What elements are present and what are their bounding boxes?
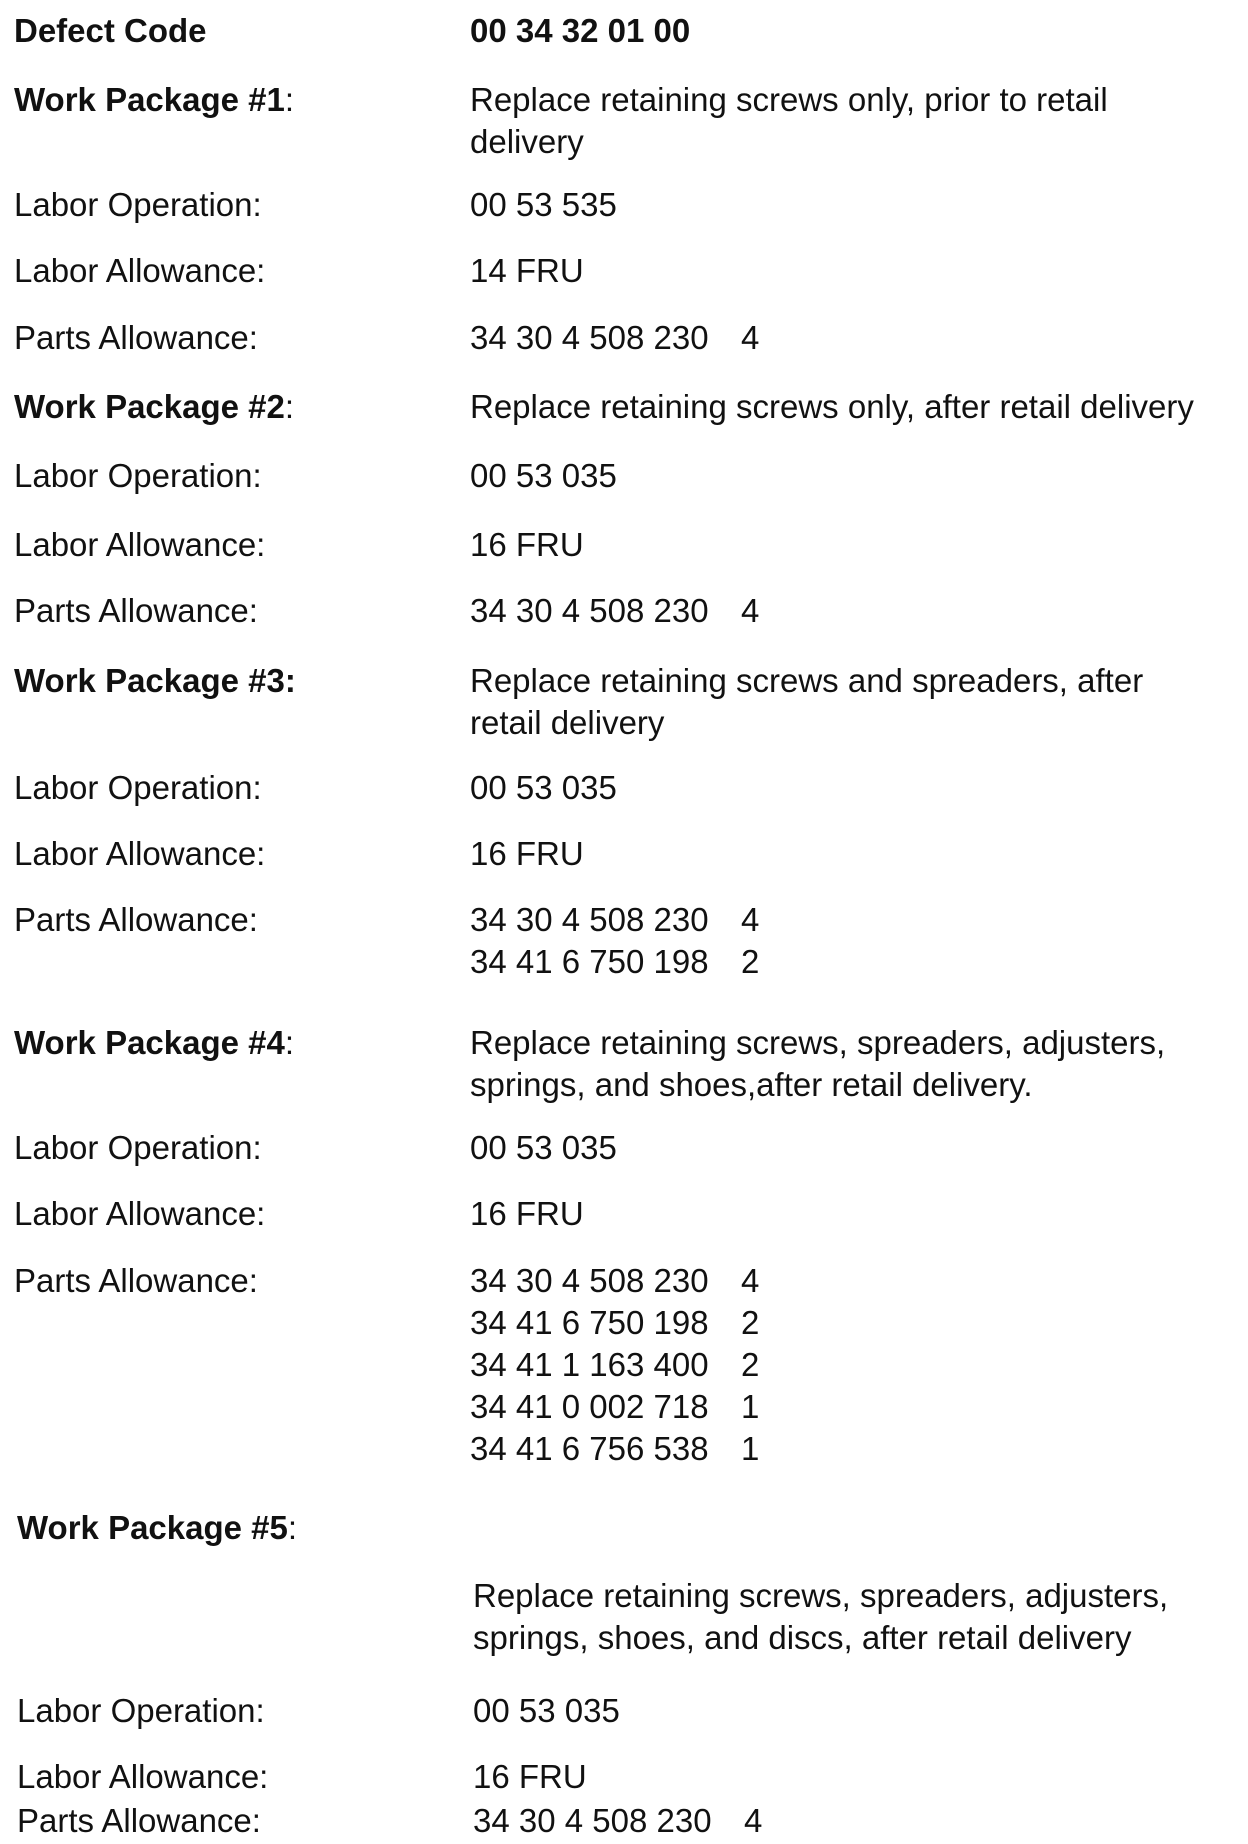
part-line bbox=[470, 317, 1240, 359]
part-number: 34 30 4 508 230 bbox=[470, 1262, 709, 1299]
part-quantity: 4 bbox=[741, 901, 760, 938]
parts-allowance-label: Parts Allowance: bbox=[14, 901, 258, 938]
part-number: 34 30 4 508 230 bbox=[470, 319, 709, 356]
part-quantity: 4 bbox=[744, 1802, 763, 1839]
parts-allowance-label: Parts Allowance: bbox=[14, 319, 258, 356]
parts-list bbox=[470, 590, 1240, 632]
part-line bbox=[470, 899, 1240, 941]
part-quantity: 2 bbox=[741, 1346, 760, 1383]
labor-operation-label: Labor Operation: bbox=[14, 186, 262, 223]
part-number: 34 41 6 750 198 bbox=[470, 1304, 709, 1341]
labor-allowance-label: Labor Allowance: bbox=[14, 526, 266, 563]
parts-list bbox=[473, 1800, 1243, 1842]
part-quantity: 1 bbox=[741, 1430, 760, 1467]
part-quantity: 2 bbox=[741, 1304, 760, 1341]
parts-list bbox=[470, 1260, 1240, 1470]
work-package-title: Work Package #1: bbox=[14, 81, 295, 118]
part-line bbox=[470, 1302, 1240, 1344]
part-number: 34 41 0 002 718 bbox=[470, 1388, 709, 1425]
work-package-description: Replace retaining screws, spreaders, adjusters, springs, and shoes,after retail delivery. bbox=[470, 1024, 1166, 1103]
parts-allowance-label: Parts Allowance: bbox=[17, 1802, 261, 1839]
work-package-title: Work Package #3: bbox=[14, 662, 296, 699]
labor-allowance-label: Labor Allowance: bbox=[17, 1758, 269, 1795]
part-number: 34 30 4 508 230 bbox=[470, 592, 709, 629]
part-number: 34 41 6 750 198 bbox=[470, 943, 709, 980]
part-number: 34 41 6 756 538 bbox=[470, 1430, 709, 1467]
labor-allowance-value: 16 FRU bbox=[470, 1195, 584, 1232]
labor-allowance-label: Labor Allowance: bbox=[14, 835, 266, 872]
part-quantity: 2 bbox=[741, 943, 760, 980]
work-package-description: Replace retaining screws only, after retail delivery bbox=[470, 388, 1194, 425]
part-line bbox=[470, 1344, 1240, 1386]
work-package-description: Replace retaining screws, spreaders, adjusters, springs, shoes, and discs, after retail delivery bbox=[473, 1577, 1169, 1656]
part-line bbox=[470, 1386, 1240, 1428]
labor-operation-value: 00 53 035 bbox=[470, 457, 617, 494]
labor-operation-label: Labor Operation: bbox=[14, 457, 262, 494]
parts-list bbox=[470, 317, 1240, 359]
work-package-title: Work Package #2: bbox=[14, 388, 295, 425]
part-quantity: 4 bbox=[741, 1262, 760, 1299]
part-number: 34 30 4 508 230 bbox=[473, 1802, 712, 1839]
part-line bbox=[470, 941, 1240, 983]
labor-allowance-label: Labor Allowance: bbox=[14, 252, 266, 289]
labor-operation-label: Labor Operation: bbox=[14, 769, 262, 806]
labor-operation-value: 00 53 035 bbox=[470, 769, 617, 806]
labor-allowance-label: Labor Allowance: bbox=[14, 1195, 266, 1232]
work-package-title: Work Package #4: bbox=[14, 1024, 295, 1061]
part-line bbox=[470, 1260, 1240, 1302]
part-line bbox=[470, 590, 1240, 632]
defect-code-label: Defect Code bbox=[14, 12, 207, 49]
labor-allowance-value: 16 FRU bbox=[473, 1758, 587, 1795]
labor-operation-value: 00 53 035 bbox=[473, 1692, 620, 1729]
work-package-description: Replace retaining screws only, prior to retail delivery bbox=[470, 81, 1108, 160]
labor-operation-value: 00 53 535 bbox=[470, 186, 617, 223]
part-number: 34 30 4 508 230 bbox=[470, 901, 709, 938]
labor-allowance-value: 16 FRU bbox=[470, 835, 584, 872]
defect-code-value: 00 34 32 01 00 bbox=[470, 12, 691, 49]
part-quantity: 4 bbox=[741, 319, 760, 356]
labor-allowance-value: 16 FRU bbox=[470, 526, 584, 563]
labor-allowance-value: 14 FRU bbox=[470, 252, 584, 289]
part-line bbox=[473, 1800, 1243, 1842]
labor-operation-label: Labor Operation: bbox=[14, 1129, 262, 1166]
work-package-title: Work Package #5: bbox=[17, 1509, 298, 1546]
parts-list bbox=[470, 899, 1240, 983]
part-quantity: 4 bbox=[741, 592, 760, 629]
part-line bbox=[470, 1428, 1240, 1470]
parts-allowance-label: Parts Allowance: bbox=[14, 1262, 258, 1299]
parts-allowance-label: Parts Allowance: bbox=[14, 592, 258, 629]
work-package-description: Replace retaining screws and spreaders, after retail delivery bbox=[470, 662, 1144, 741]
labor-operation-label: Labor Operation: bbox=[17, 1692, 265, 1729]
part-number: 34 41 1 163 400 bbox=[470, 1346, 709, 1383]
labor-operation-value: 00 53 035 bbox=[470, 1129, 617, 1166]
part-quantity: 1 bbox=[741, 1388, 760, 1425]
